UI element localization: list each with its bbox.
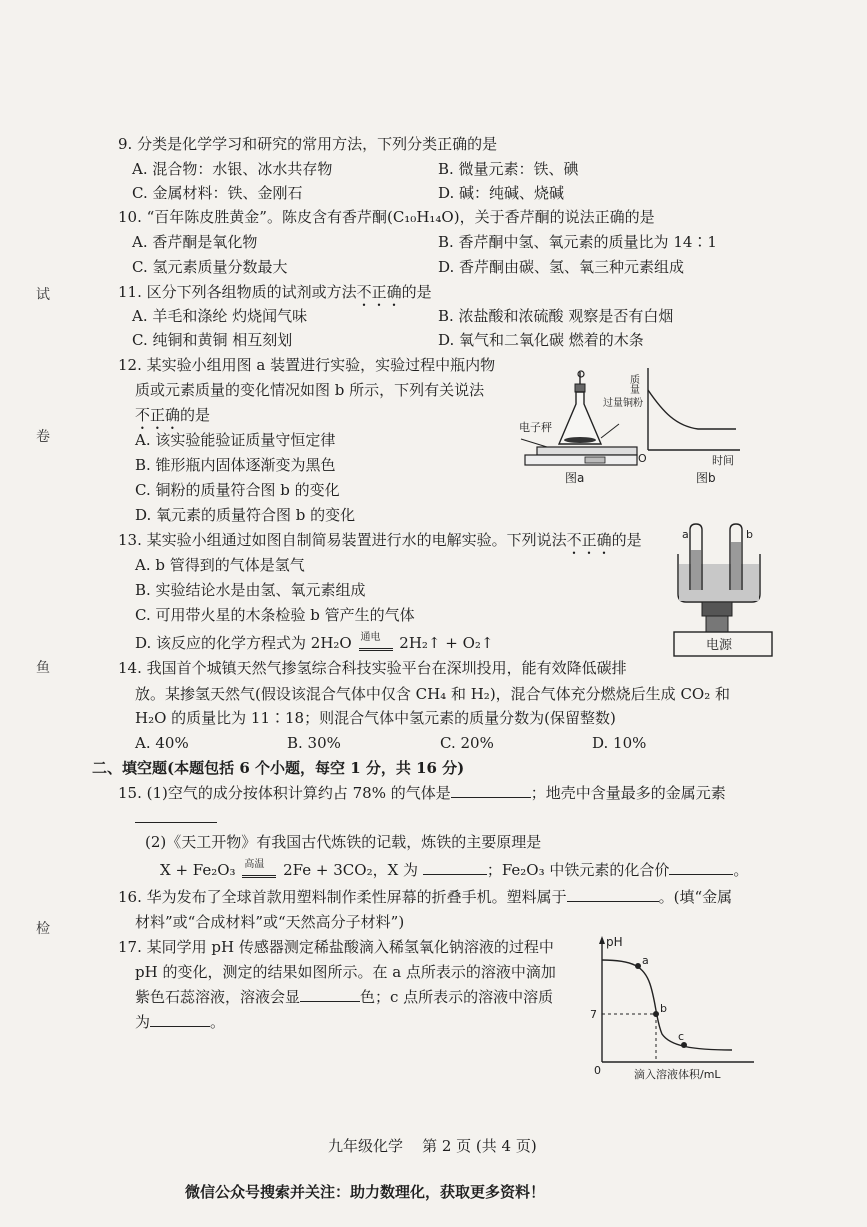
q15-p1-post: ；地壳中含量最多的金属元素 <box>530 784 726 802</box>
q15-eq-arrow <box>242 858 276 878</box>
q15-blank-2[interactable] <box>135 808 217 823</box>
question-10-stem: 10. “百年陈皮胜黄金”。陈皮含有香芹酮(C₁₀H₁₄O)，关于香芹酮的说法正确的是 <box>118 208 655 226</box>
q13-option-d <box>135 633 494 653</box>
q14-option-b: B. 30% <box>287 734 341 752</box>
q11-option-d: D. 氧气和二氧化碳 燃着的木条 <box>438 331 644 349</box>
q13-d-condition: 通电 <box>360 631 381 643</box>
q12-option-d: D. 氧元素的质量符合图 b 的变化 <box>135 506 356 524</box>
q11-option-c: C. 纯铜和黄铜 相互刻划 <box>132 331 293 349</box>
q10-option-c: C. 氢元素质量分数最大 <box>132 258 288 276</box>
promo-banner: 微信公众号搜索并关注：助力数理化，获取更多资料！ <box>185 1183 546 1201</box>
graph-origin: 0 <box>594 1064 601 1077</box>
graph-point-c: c <box>678 1030 685 1043</box>
q15-blank-2-row <box>135 808 217 828</box>
q15-blank-3[interactable] <box>423 860 487 875</box>
q14-option-d: D. 10% <box>592 734 647 752</box>
question-16-line2: 材料”或“合成材料”或“天然高分子材料”) <box>135 913 405 931</box>
q12-option-a: A. 该实验能验证质量守恒定律 <box>135 431 336 449</box>
question-12-line2: 质或元素质量的变化情况如图 b 所示，下列有关说法 <box>135 381 485 399</box>
q17-line4-pre: 为 <box>135 1013 151 1031</box>
q12-figure-a <box>515 362 645 487</box>
q11-stem-post: 的是 <box>401 283 432 301</box>
question-16-line1 <box>118 887 732 907</box>
q11-stem-emphasis: 不正确 <box>356 283 402 301</box>
q11-option-b: B. 浓盐酸和浓硫酸 观察是否有白烟 <box>438 307 674 325</box>
q16-blank[interactable] <box>567 887 659 902</box>
q12-option-b: B. 锥形瓶内固体逐渐变为黑色 <box>135 456 336 474</box>
power-label: 电源 <box>706 638 733 653</box>
q9-option-b: B. 微量元素：铁、碘 <box>438 160 579 178</box>
q14-option-c: C. 20% <box>440 734 494 752</box>
question-13-stem <box>118 530 642 558</box>
q13-option-a: A. b 管得到的气体是氢气 <box>135 556 305 574</box>
q9-option-d: D. 碱：纯碱、烧碱 <box>438 184 565 202</box>
q17-line3-pre: 紫色石蕊溶液，溶液会显 <box>135 988 301 1006</box>
question-9-stem: 9. 分类是化学学习和研究的常用方法，下列分类正确的是 <box>118 135 498 153</box>
q12-figure-b <box>628 362 743 487</box>
q13-d-pre: D. 该反应的化学方程式为 2H₂O <box>135 634 352 652</box>
q13-option-c: C. 可用带火星的木条检验 b 管产生的气体 <box>135 606 415 624</box>
q17-line4-post: 。 <box>210 1013 226 1031</box>
q10-option-d: D. 香芹酮由碳、氢、氧三种元素组成 <box>438 258 685 276</box>
graph-point-a: a <box>642 954 649 967</box>
q13-stem-emphasis: 不正确 <box>566 531 612 549</box>
q17-line3-post: 色；c 点所表示的溶液中溶质 <box>360 988 554 1006</box>
margin-char: 鱼 <box>36 660 50 676</box>
q15-blank-1[interactable] <box>451 783 531 798</box>
q14-option-a: A. 40% <box>135 734 189 752</box>
question-14-line2: 放。某掺氢天然气(假设该混合气体中仅含 CH₄ 和 H₂)，混合气体充分燃烧后生成 CO₂ 和 <box>135 685 731 703</box>
graph-ylabel: pH <box>606 935 623 949</box>
fig-b-caption: 图b <box>696 471 716 485</box>
q11-stem-pre: 11. 区分下列各组物质的试剂或方法 <box>118 283 357 301</box>
q15-blank-4[interactable] <box>669 860 733 875</box>
q17-blank-2[interactable] <box>150 1012 210 1027</box>
fig-a-balance-label: 电子秤 <box>519 421 552 434</box>
q16-line1-pre: 16. 华为发布了全球首款用塑料制作柔性屏幕的折叠手机。塑料属于 <box>118 888 567 906</box>
question-17-line1: 17. 某同学用 pH 传感器测定稀盐酸滴入稀氢氧化钠溶液的过程中 <box>118 938 554 956</box>
q13-d-arrow <box>359 631 393 651</box>
fig-a-caption: 图a <box>565 471 585 485</box>
q15-eq-post2: ；Fe₂O₃ 中铁元素的化合价 <box>486 861 670 879</box>
q13-stem-post: 的是 <box>611 531 642 549</box>
q15-eq-end: 。 <box>733 861 749 879</box>
q10-option-a: A. 香芹酮是氧化物 <box>132 233 258 251</box>
tube-b-label: b <box>746 528 753 541</box>
graph-point-b: b <box>660 1002 667 1015</box>
question-14-line1: 14. 我国首个城镇天然气掺氢综合科技实验平台在深圳投用，能有效降低碳排 <box>118 659 627 677</box>
margin-char: 检 <box>36 921 50 937</box>
q13-stem-pre: 13. 某实验小组通过如图自制简易装置进行水的电解实验。下列说法 <box>118 531 567 549</box>
question-15-part2: (2)《天工开物》有我国古代炼铁的记载，炼铁的主要原理是 <box>145 833 542 851</box>
q12-stem-post: 的是 <box>180 406 211 424</box>
fig-a-copper-label: 过量铜粉 <box>603 398 643 409</box>
q9-option-c: C. 金属材料：铁、金刚石 <box>132 184 303 202</box>
q13-option-b: B. 实验结论水是由氢、氧元素组成 <box>135 581 366 599</box>
page-footer: 九年级化学 第 2 页 (共 4 页) <box>328 1137 537 1155</box>
q15-p1-pre: 15. (1)空气的成分按体积计算约占 78% 的气体是 <box>118 784 451 802</box>
q17-ph-graph <box>582 932 762 1082</box>
q9-option-a: A. 混合物：水银、冰水共存物 <box>132 160 333 178</box>
question-17-line4 <box>135 1012 225 1032</box>
question-15-part1 <box>118 783 726 803</box>
q12-stem-emphasis: 不正确 <box>135 406 181 424</box>
margin-char: 卷 <box>36 429 50 445</box>
question-12-line1: 12. 某实验小组用图 a 装置进行实验，实验过程中瓶内物 <box>118 356 496 374</box>
q13-d-post: 2H₂↑ + O₂↑ <box>399 634 494 652</box>
question-14-line3: H₂O 的质量比为 11∶18；则混合气体中氢元素的质量分数为(保留整数) <box>135 709 616 727</box>
question-17-line2: pH 的变化，测定的结果如图所示。在 a 点所表示的溶液中滴加 <box>135 963 556 981</box>
graph-ytick-7: 7 <box>590 1008 597 1021</box>
fig-b-ylabel: 质量 <box>628 374 639 394</box>
section-2-heading: 二、填空题(本题包括 6 个小题，每空 1 分，共 16 分) <box>92 759 465 777</box>
q17-blank-1[interactable] <box>300 987 360 1002</box>
q10-option-b: B. 香芹酮中氢、氧元素的质量比为 14∶1 <box>438 233 717 251</box>
q13-electrolysis-figure <box>662 520 782 660</box>
margin-char: 试 <box>36 287 50 303</box>
question-17-line3 <box>135 987 553 1007</box>
q15-eq-pre: X + Fe₂O₃ <box>160 861 236 879</box>
q15-eq-post: 2Fe + 3CO₂，X 为 <box>283 861 419 879</box>
question-15-equation <box>160 860 748 880</box>
fig-b-xlabel: 时间 <box>712 454 734 467</box>
q11-option-a: A. 羊毛和涤纶 灼烧闻气味 <box>132 307 308 325</box>
fig-b-origin: O <box>638 452 647 465</box>
q12-option-c: C. 铜粉的质量符合图 b 的变化 <box>135 481 340 499</box>
graph-xlabel: 滴入溶液体积/mL <box>634 1068 721 1081</box>
q16-line1-post: 。(填“金属 <box>658 888 733 906</box>
question-12-line3 <box>135 405 210 433</box>
q15-eq-condition: 高温 <box>244 858 265 870</box>
tube-a-label: a <box>682 528 689 541</box>
